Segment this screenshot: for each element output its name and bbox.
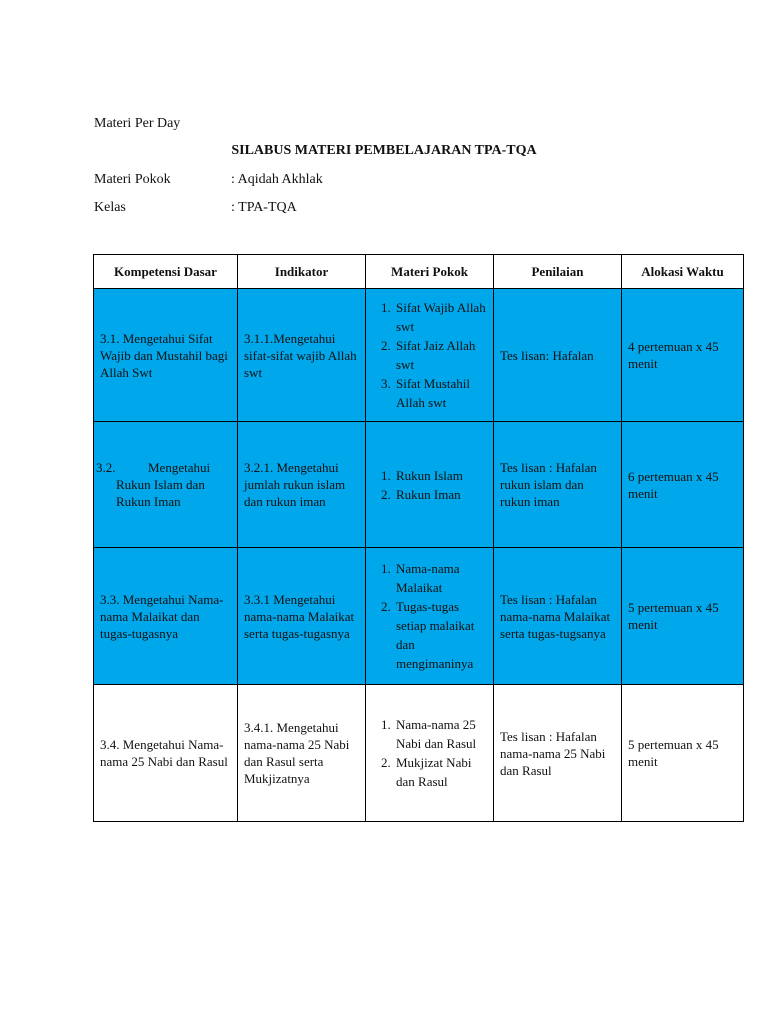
list-item: 2. Rukun Iman bbox=[394, 485, 487, 504]
list-item: 1. Nama-nama 25 Nabi dan Rasul bbox=[394, 715, 487, 753]
meta-materi-pokok-label: Materi Pokok bbox=[94, 172, 171, 187]
cell-alokasi: 4 pertemuan x 45 menit bbox=[622, 289, 744, 422]
meta-kelas-value: : TPA-TQA bbox=[231, 200, 297, 215]
meta-materi-pokok-value: : Aqidah Akhlak bbox=[231, 172, 323, 187]
cell-penilaian: Tes lisan : Hafalan nama-nama 25 Nabi dan Rasul bbox=[494, 685, 622, 822]
header-kompetensi-dasar: Kompetensi Dasar bbox=[94, 255, 238, 289]
intro-text: Materi Per Day bbox=[94, 116, 181, 131]
meta-kelas-label: Kelas bbox=[94, 200, 126, 215]
cell-materi bbox=[366, 548, 494, 685]
list-item: 2. Tugas-tugas setiap malaikat dan mengimaninya bbox=[394, 597, 487, 673]
kompetensi-number: 3.2. bbox=[96, 460, 116, 475]
cell-alokasi: 5 pertemuan x 45 menit bbox=[622, 685, 744, 822]
cell-kompetensi: 3.4. Mengetahui Nama-nama 25 Nabi dan Rasul bbox=[94, 685, 238, 822]
table-header-row bbox=[94, 255, 744, 289]
cell-materi bbox=[366, 289, 494, 422]
list-item: 1. Nama-nama Malaikat bbox=[394, 559, 487, 597]
list-item: 1. Rukun Islam bbox=[394, 466, 487, 485]
cell-indikator: 3.2.1. Mengetahui jumlah rukun islam dan rukun iman bbox=[238, 422, 366, 548]
materi-list bbox=[372, 466, 487, 504]
kompetensi-text bbox=[96, 459, 231, 510]
cell-materi bbox=[366, 685, 494, 822]
cell-penilaian: Tes lisan : Hafalan nama-nama Malaikat serta tugas-tugsanya bbox=[494, 548, 622, 685]
cell-indikator: 3.4.1. Mengetahui nama-nama 25 Nabi dan Rasul serta Mukjizatnya bbox=[238, 685, 366, 822]
cell-materi bbox=[366, 422, 494, 548]
table-row bbox=[94, 548, 744, 685]
header-indikator: Indikator bbox=[238, 255, 366, 289]
materi-list bbox=[372, 298, 487, 412]
table-row bbox=[94, 422, 744, 548]
syllabus-table bbox=[93, 254, 744, 822]
cell-kompetensi bbox=[94, 422, 238, 548]
list-item: 1. Sifat Wajib Allah swt bbox=[394, 298, 487, 336]
header-materi-pokok: Materi Pokok bbox=[366, 255, 494, 289]
cell-indikator: 3.3.1 Mengetahui nama-nama Malaikat serta tugas-tugasnya bbox=[238, 548, 366, 685]
cell-indikator: 3.1.1.Mengetahui sifat-sifat wajib Allah swt bbox=[238, 289, 366, 422]
cell-penilaian: Tes lisan: Hafalan bbox=[494, 289, 622, 422]
table-row bbox=[94, 685, 744, 822]
list-item: 2. Mukjizat Nabi dan Rasul bbox=[394, 753, 487, 791]
cell-kompetensi: 3.1. Mengetahui Sifat Wajib dan Mustahil bagi Allah Swt bbox=[94, 289, 238, 422]
document-title: SILABUS MATERI PEMBELAJARAN TPA-TQA bbox=[231, 143, 537, 158]
table-row bbox=[94, 289, 744, 422]
materi-list bbox=[372, 715, 487, 791]
header-penilaian: Penilaian bbox=[494, 255, 622, 289]
cell-alokasi: 5 pertemuan x 45 menit bbox=[622, 548, 744, 685]
cell-penilaian: Tes lisan : Hafalan rukun islam dan rukun iman bbox=[494, 422, 622, 548]
materi-list bbox=[372, 559, 487, 673]
cell-alokasi: 6 pertemuan x 45 menit bbox=[622, 422, 744, 548]
list-item: 2. Sifat Jaiz Allah swt bbox=[394, 336, 487, 374]
cell-kompetensi: 3.3. Mengetahui Nama-nama Malaikat dan tugas-tugasnya bbox=[94, 548, 238, 685]
kompetensi-label: Mengetahui Rukun Islam dan Rukun Iman bbox=[116, 460, 211, 509]
header-alokasi-waktu: Alokasi Waktu bbox=[622, 255, 744, 289]
list-item: 3. Sifat Mustahil Allah swt bbox=[394, 374, 487, 412]
